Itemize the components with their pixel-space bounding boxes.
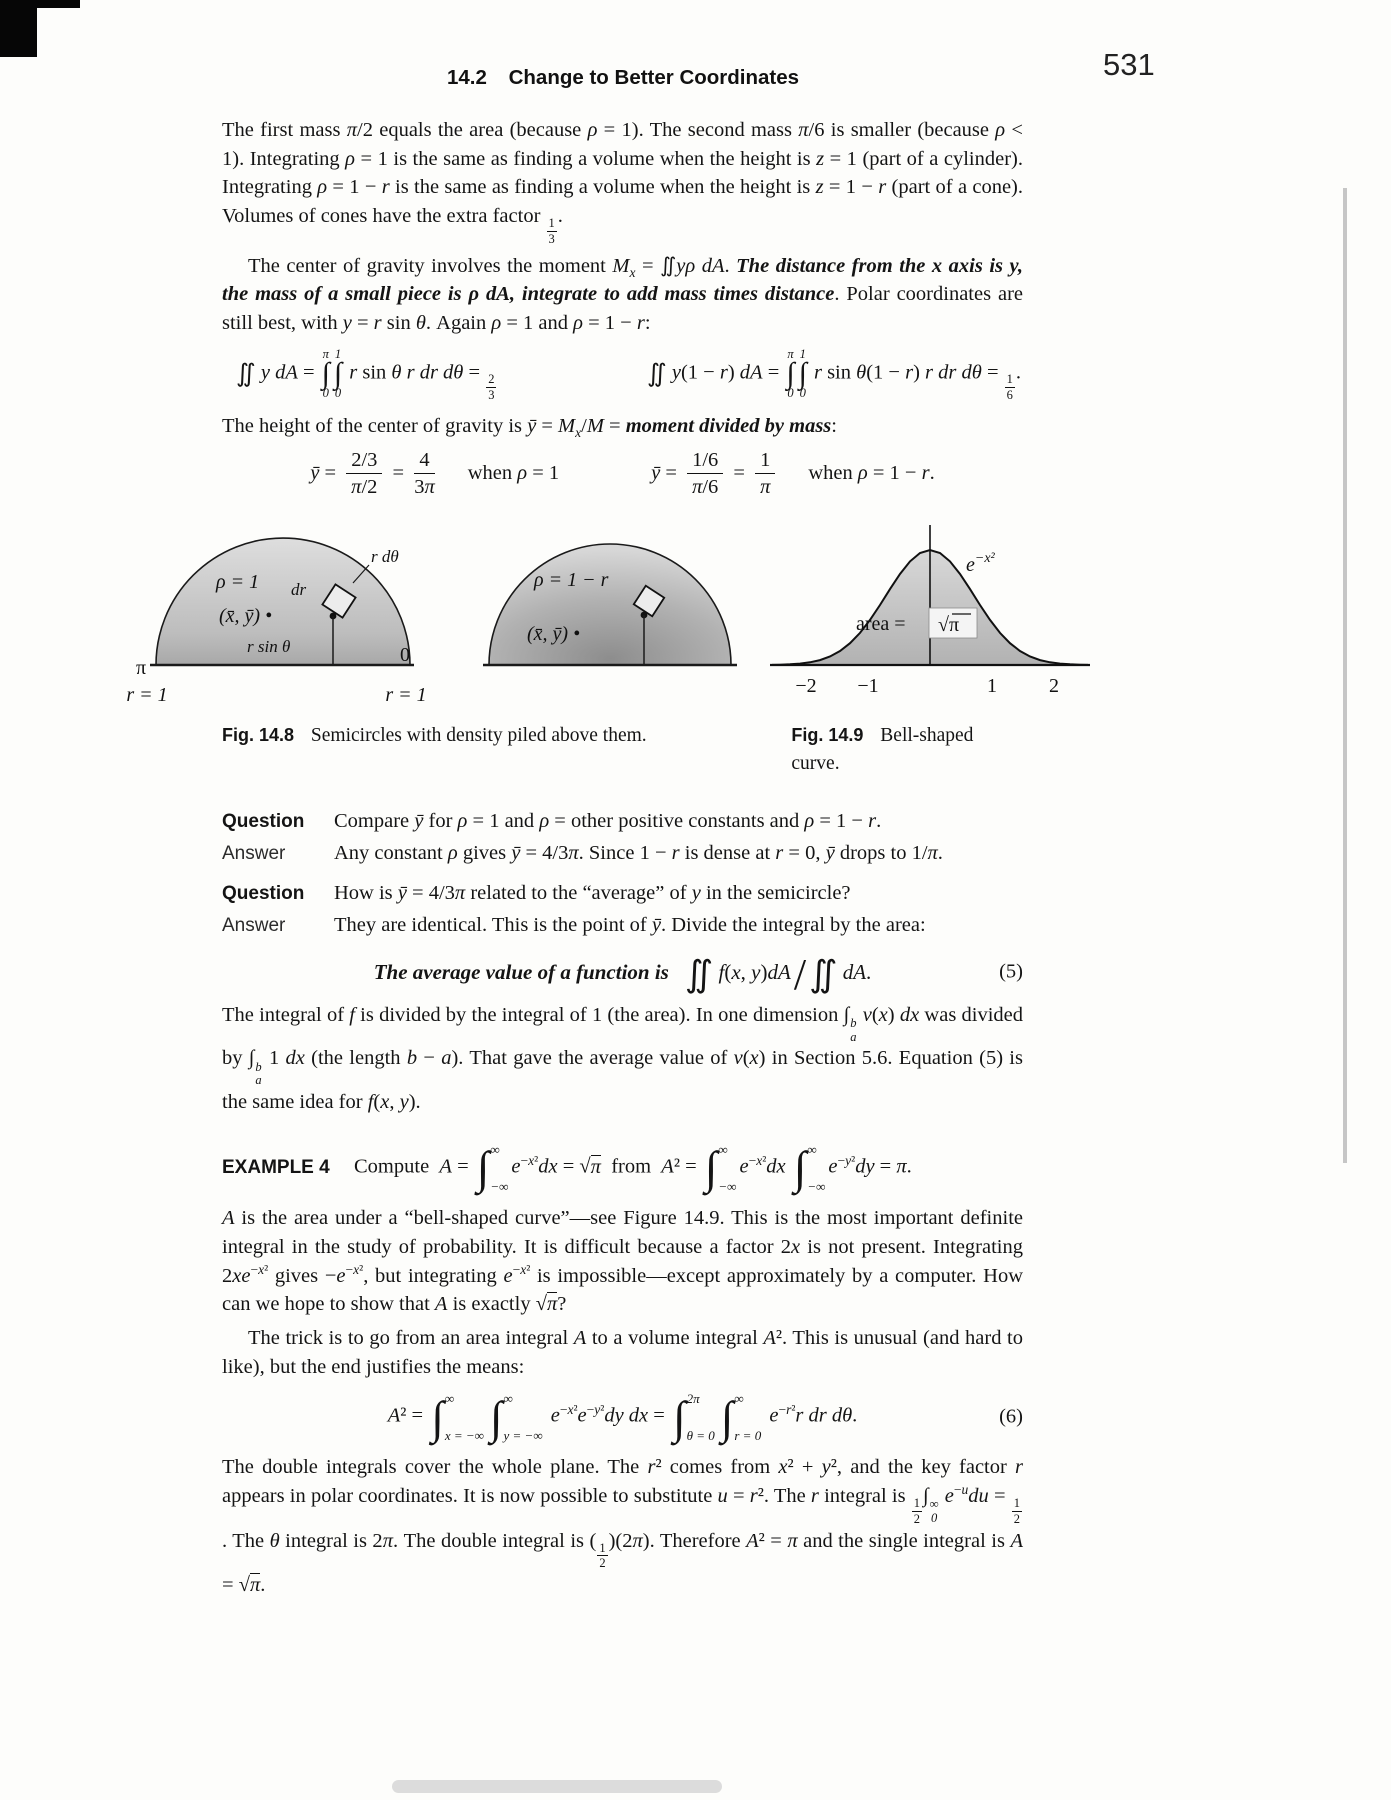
- question-answer-section: [222, 807, 1023, 940]
- section-heading: [447, 66, 799, 90]
- equation-6-body: A² = ∫ ∞ x = −∞ ∫ ∞ y = −∞ $e^{-x^2}e^{-y^2}dy$ dx = ∫ 2π θ = 0 ∫ ∞ r = 0 $e^{-r^2}r$ dr dθ.: [387, 1391, 858, 1444]
- paragraph-height-cog: The height of the center of gravity is ȳ = $M_x/M$ = moment divided by mass:: [222, 414, 837, 440]
- page-number: 531: [1103, 47, 1155, 82]
- section-title: Change to Better Coordinates: [508, 66, 800, 89]
- fig-14-8-caption: [222, 722, 791, 777]
- fig-14-8-caption-label: Fig. 14.8: [222, 725, 295, 746]
- scan-edge-artifact: [0, 0, 80, 8]
- text-column: [126, 116, 1059, 1605]
- question-answer-2: [222, 879, 1023, 939]
- figure-captions: [222, 722, 1023, 777]
- label-theta-zero: 0: [400, 644, 410, 667]
- paragraph-average-explanation: The integral of f is divided by the integral of 1 (the area). In one dimension ∫ b a v(x) dx was divided by ∫ b a 1 dx (the length b − a). That gave the average value of v(x) in Section 5.6. Equation (5) is the same idea for f(x, y).: [222, 1004, 1024, 1113]
- example-4-label: EXAMPLE 4: [222, 1157, 330, 1179]
- label-e-minus-x2: $e^{-x^2}$: [966, 551, 995, 577]
- paragraph-trick: The trick is to go from an area integral A to a volume integral A². This is unusual (and hard to like), but the end justifies the means:: [222, 1327, 1023, 1378]
- label-area-prefix: area =: [856, 613, 906, 636]
- paragraph-center-of-gravity: The center of gravity involves the moment $M_x$ = ∬yρ dA. The distance from the x axis is y, the mass of a small piece is ρ dA, integrate to add mass times distance. Polar coordinates are still best, with y = r sin θ. Again ρ = 1 and ρ = 1 − r:: [222, 254, 1024, 334]
- scan-corner-artifact: [0, 0, 37, 57]
- answer-2-text: They are identical. This is the point of ȳ. Divide the integral by the area:: [334, 914, 926, 937]
- fig-14-8-left-semicircle: [126, 538, 426, 706]
- answer-1-text: Any constant ρ gives ȳ = 4/3π. Since 1 − r is dense at r = 0, ȳ drops to 1/π.: [334, 841, 943, 864]
- tick-2: 2: [1049, 675, 1059, 698]
- equation-moment-rho1: ∬ y dA = π ∫ 0 1 ∫ 0 r sin θ r dr dθ = $\frac{2}{3}$: [236, 346, 495, 403]
- equation-5-number: (5): [999, 961, 1023, 984]
- section-number: 14.2: [447, 66, 487, 89]
- figures-row: [0, 515, 1391, 720]
- question-label: Question: [222, 811, 305, 833]
- equation-moment-rho1mr: ∬ y(1 − r) dA = π ∫ 0 1 ∫ 0 r sin θ(1 − r) r dr dθ = $\frac{1}{6}$ .: [647, 346, 1021, 403]
- scan-smudge: [392, 1780, 722, 1793]
- label-area-sqrt-pi: √π: [938, 614, 960, 637]
- label-dr: dr: [291, 580, 307, 600]
- example-4: [222, 1142, 1023, 1194]
- fig-14-9-caption: [791, 722, 1023, 777]
- label-r1-right: r = 1: [385, 684, 427, 707]
- tick-minus-1: −1: [857, 675, 879, 698]
- fig-14-8-right-semicircle: [483, 544, 737, 665]
- equation-6-number: (6): [999, 1406, 1023, 1429]
- example-4-body: Compute A = ∫ ∞ −∞ $e^{-x^2}dx = √\pi$ from A² = ∫ ∞ −∞ $e^{-x^2}dx$ ∫ ∞ −∞ $e^{-y^2}dy = \pi$.: [354, 1142, 912, 1195]
- paragraph-bell-curve: A is the area under a “bell-shaped curve”—see Figure 14.9. This is the most important definite integral in the study of probability. It is difficult because a factor 2x is not present. Integrating $2xe^{-x^2}$ gives $-e^{-x^2}$, but integrating $e^{-x^2}$ is impossible—except approximately by a computer. How can we hope to show that A is exactly √π?: [222, 1207, 1023, 1316]
- fig-14-8-caption-text: Semicircles with density piled above them.: [310, 725, 647, 747]
- question-label: Question: [222, 883, 305, 905]
- tick-1: 1: [987, 675, 997, 698]
- label-rho-1: ρ = 1: [216, 571, 260, 594]
- question-answer-1: [222, 807, 1023, 867]
- paragraph-mass-comparison: The first mass π/2 equals the area (because ρ = 1). The second mass π/6 is smaller (because ρ < 1). Integrating ρ = 1 is the same as finding a volume when the height is z = 1 (part of a cylinder). Integrating ρ = 1 − r is the same as finding a volume when the height is z = 1 − r (part of a cone). Volumes of cones have the extra factor $\frac{1}{3}$ .: [222, 119, 1024, 246]
- answer-label: Answer: [222, 842, 286, 864]
- label-centroid-left: (x̄, ȳ) •: [219, 605, 273, 628]
- equation-5-body: ∬ f(x, y)dA/∬ dA.: [684, 949, 872, 999]
- question-2-text: How is ȳ = 4/3π related to the “average” of y in the semicircle?: [334, 882, 851, 905]
- label-rdtheta: r dθ: [371, 547, 399, 567]
- tick-minus-2: −2: [795, 675, 817, 698]
- label-rho-1-minus-r: ρ = 1 − r: [534, 569, 609, 592]
- label-centroid-right: (x̄, ȳ) •: [527, 623, 581, 646]
- label-r1-left: r = 1: [126, 684, 168, 707]
- paragraph-conclusion: The double integrals cover the whole plane. The r² comes from x² + y², and the key factor r appears in polar coordinates. It is now possible to substitute u = r². The r integral is $\frac{1}{2}$ ∫ ∞ 0 $e^{-u}du$ = $\frac{1}{2}$ . The θ integral is 2π. The double integral is ( $\frac{1}{2}$ )(2π). Therefore A² = π and the single integral is A = √π.: [222, 1456, 1023, 1597]
- equation-moment-integrals: [222, 348, 1023, 403]
- equation-5-lead: The average value of a function is: [373, 959, 669, 984]
- equation-ybar: ȳ = $\frac{2/3}{\pi/2}$ = $\frac{4}{3\pi}$ when ρ = 1 ȳ = $\frac{1/6}{\pi/6}$ = $\frac{1}{\pi}$ when ρ = 1 − r.: [310, 448, 935, 499]
- question-1-text: Compare ȳ for ρ = 1 and ρ = other positive constants and ρ = 1 − r.: [334, 810, 882, 833]
- fig-14-9-caption-label: Fig. 14.9: [791, 725, 864, 746]
- label-theta-pi: π: [135, 657, 147, 680]
- fig-14-9-caption-text: Bell-shaped curve.: [791, 725, 974, 774]
- label-r-sin-theta: r sin θ: [247, 637, 291, 657]
- fig-14-9-bell-curve: [770, 525, 1090, 697]
- equation-5-average-value: [222, 949, 1023, 999]
- answer-label: Answer: [222, 915, 286, 937]
- equation-6-double-integral: [222, 1391, 1023, 1443]
